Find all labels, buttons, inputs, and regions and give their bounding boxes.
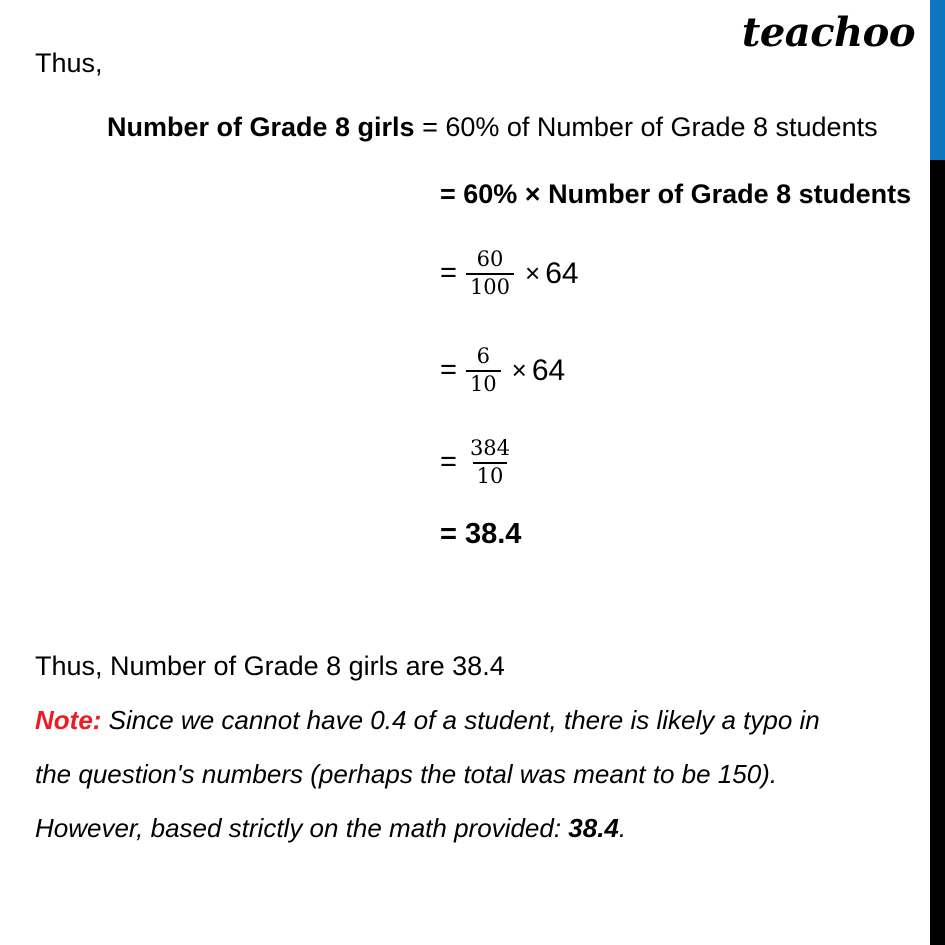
note-line-3-prefix: However, based strictly on the math provided: [35, 813, 569, 843]
note-line-2: the question's numbers (perhaps the total was meant to be 150). [35, 759, 778, 789]
step-2-fraction [466, 345, 501, 396]
step-row-1 [440, 248, 579, 299]
step-3-equals: = [440, 446, 457, 479]
note-label: Note: [35, 705, 102, 735]
step-2-times-icon: × [511, 355, 527, 386]
step-2-operand: 64 [531, 353, 566, 387]
equation-line-1-subject: Number of Grade 8 girls [107, 112, 415, 142]
conclusion-text: Thus, Number of Grade 8 girls are 38.4 [35, 651, 505, 681]
step-1-denominator: 100 [466, 273, 514, 300]
step-row-3 [440, 437, 516, 488]
step-3-numerator: 384 [469, 436, 511, 460]
note-line-3-suffix: . [618, 813, 627, 843]
step-1-equals: = [440, 257, 457, 290]
intro-text: Thus, [35, 48, 103, 78]
step-1-operand: 64 [545, 256, 579, 290]
step-row-2 [440, 345, 565, 396]
final-result: = 38.4 [440, 518, 522, 550]
teachoo-logo: teachoo [741, 9, 915, 56]
note-line-3-value: 38.4 [568, 813, 619, 843]
note-line-3 [35, 815, 915, 841]
equation-line-2: = 60% × Number of Grade 8 students [440, 179, 912, 209]
right-edge-blue-bar [930, 0, 945, 160]
note-block [35, 707, 915, 841]
note-line-1-text: Since we cannot have 0.4 of a student, there is likely a typo in [101, 705, 820, 735]
step-2-equals: = [440, 354, 457, 387]
step-2-numerator: 6 [476, 344, 490, 368]
step-2-denominator: 10 [466, 370, 501, 397]
right-edge-black-bar [930, 160, 945, 945]
step-1-numerator: 60 [476, 247, 504, 271]
step-1-times-icon: × [525, 258, 541, 289]
note-line-1 [35, 707, 915, 733]
equation-line-1 [107, 112, 878, 143]
equation-line-1-rest: = 60% of Number of Grade 8 students [414, 112, 878, 142]
step-3-denominator: 10 [473, 462, 508, 489]
step-3-fraction [466, 437, 514, 488]
step-1-fraction [466, 248, 514, 299]
